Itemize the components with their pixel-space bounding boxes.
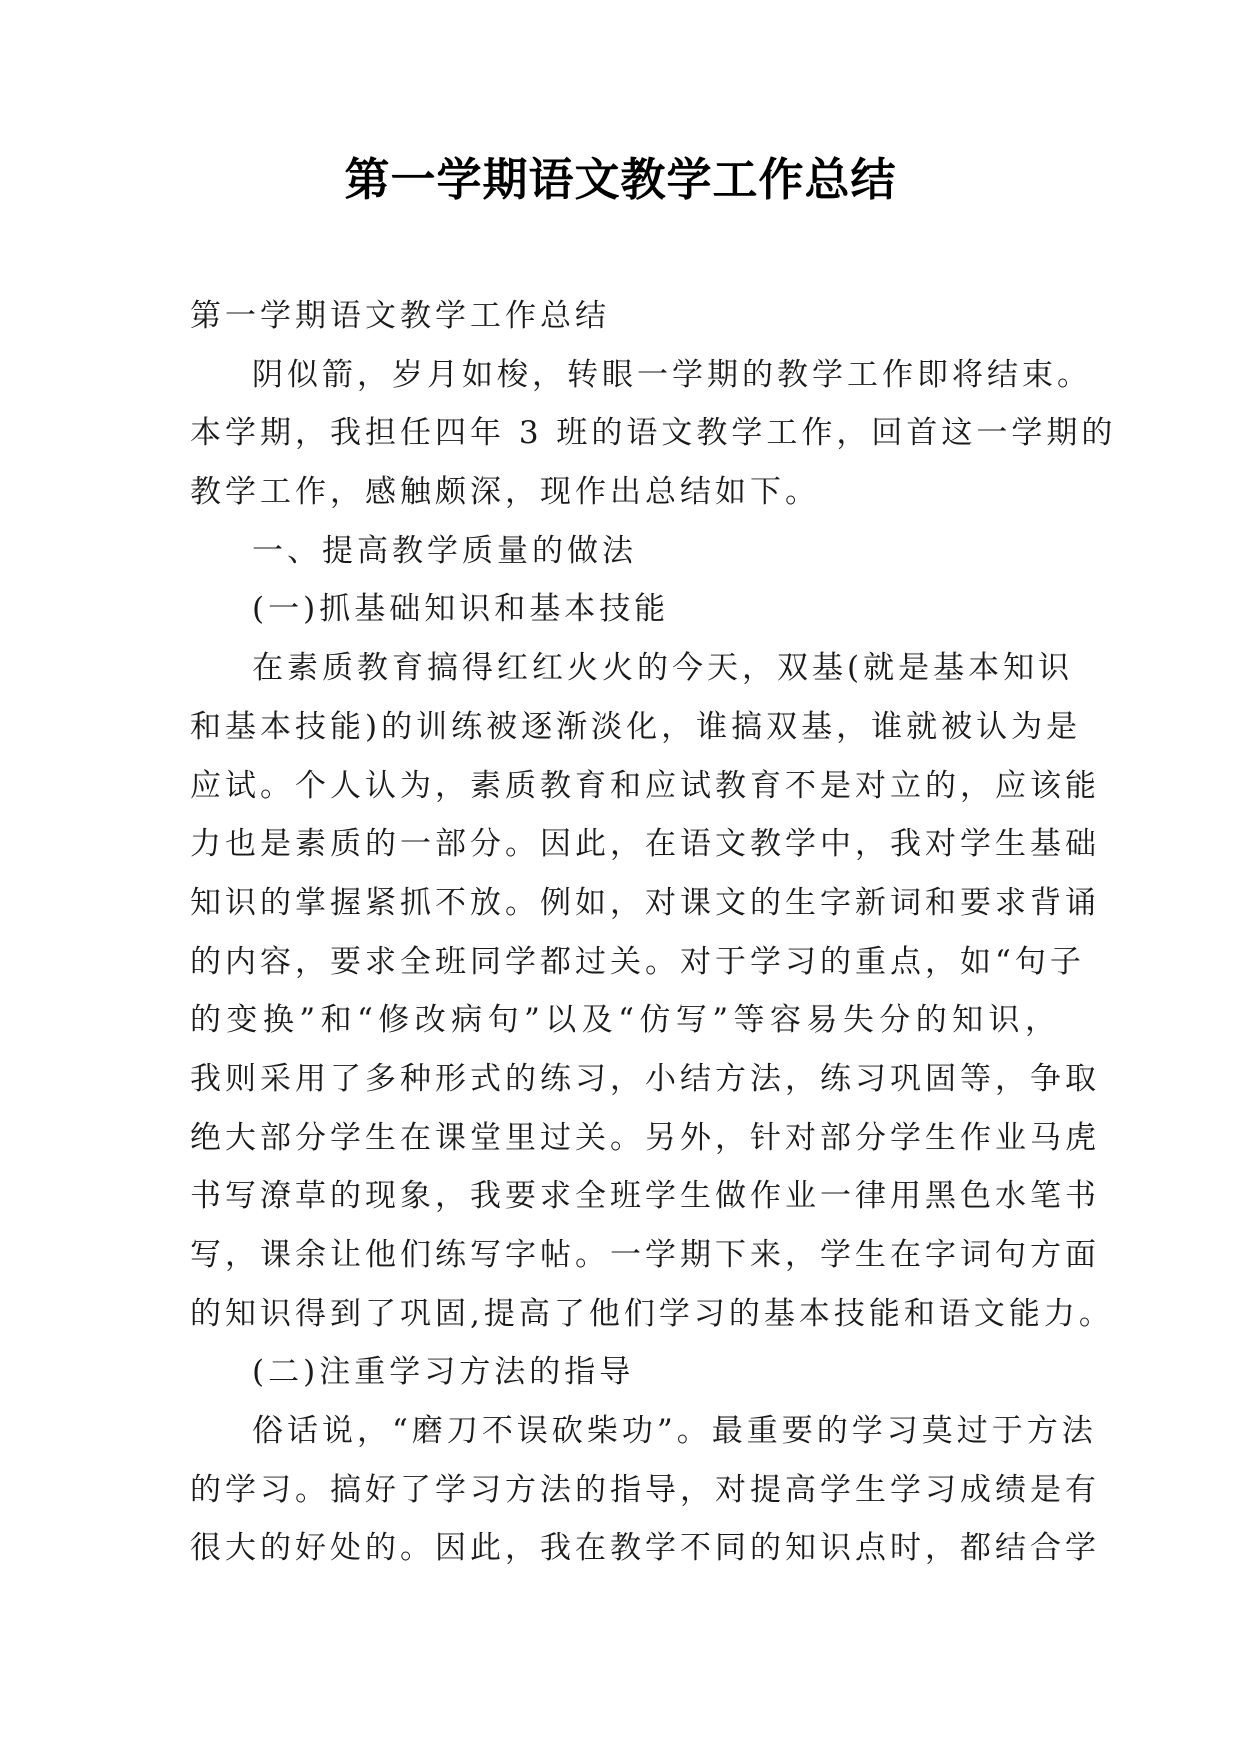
- text-line: 绝大部分学生在课堂里过关。另外，针对部分学生作业马虎: [190, 1119, 1100, 1156]
- text-line: 知识的掌握紧抓不放。例如，对课文的生字新词和要求背诵: [190, 884, 1100, 921]
- text-line: 力也是素质的一部分。因此，在语文教学中，我对学生基础: [190, 826, 1100, 863]
- text-line: (二)注重学习方法的指导: [252, 1354, 635, 1391]
- text-line: 和基本技能)的训练被逐渐淡化，谁搞双基，谁就被认为是: [190, 708, 1082, 745]
- text-line: 的知识得到了巩固,提高了他们学习的基本技能和语文能力。: [190, 1295, 1114, 1332]
- text-line: 我则采用了多种形式的练习，小结方法，练习巩固等，争取: [190, 1060, 1100, 1097]
- text-line: 本学期，我担任四年 3 班的语文教学工作，回首这一学期的: [190, 415, 1117, 452]
- text-line: 一、提高教学质量的做法: [252, 532, 637, 569]
- text-line: 俗话说，“磨刀不误砍柴功”。最重要的学习莫过于方法: [252, 1413, 1097, 1450]
- text-line: 第一学期语文教学工作总结: [190, 298, 610, 334]
- text-line: (一)抓基础知识和基本技能: [252, 591, 670, 628]
- text-line: 写，课余让他们练写字帖。一学期下来，学生在字词句方面: [190, 1237, 1100, 1273]
- text-line: 的变换”和“修改病句”以及“仿写”等容易失分的知识，: [190, 1002, 1060, 1039]
- document-title: 第一学期语文教学工作总结: [344, 153, 897, 206]
- text-line: 阴似箭，岁月如梭，转眼一学期的教学工作即将结束。: [252, 356, 1092, 393]
- text-line: 书写潦草的现象，我要求全班学生做作业一律用黑色水笔书: [190, 1178, 1100, 1215]
- text-line: 的内容，要求全班同学都过关。对于学习的重点，如“句子: [190, 943, 1085, 980]
- text-line: 的学习。搞好了学习方法的指导，对提高学生学习成绩是有: [190, 1471, 1100, 1508]
- text-line: 很大的好处的。因此，我在教学不同的知识点时，都结合学: [190, 1530, 1100, 1567]
- text-line: 教学工作，感触颇深，现作出总结如下。: [190, 474, 820, 511]
- text-line: 应试。个人认为，素质教育和应试教育不是对立的，应该能: [190, 767, 1100, 804]
- document-body: [190, 287, 1117, 1578]
- text-line: 在素质教育搞得红红火火的今天，双基(就是基本知识: [252, 650, 1074, 687]
